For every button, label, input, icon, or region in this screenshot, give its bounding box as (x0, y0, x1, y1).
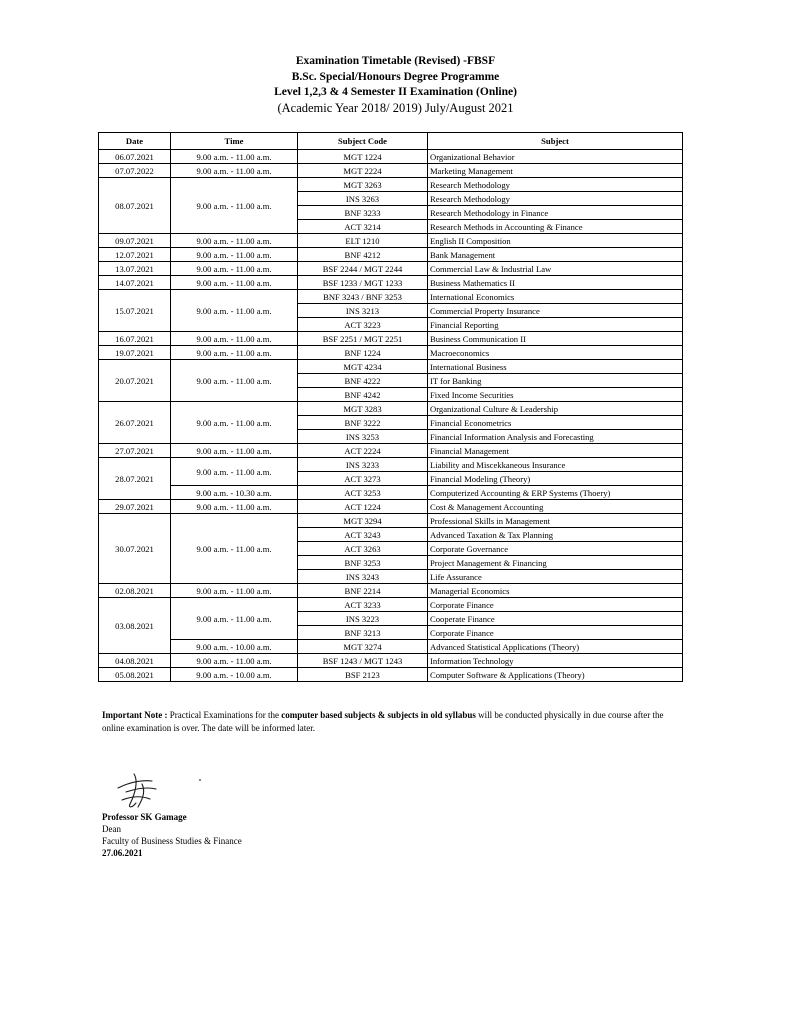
note-emphasis: computer based subjects & subjects in old syllabus (281, 710, 476, 720)
cell-subject: Advanced Statistical Applications (Theory) (428, 640, 683, 654)
cell-subject: Cooperate Finance (428, 612, 683, 626)
cell-subject: Organizational Behavior (428, 150, 683, 164)
cell-time: 9.00 a.m. - 11.00 a.m. (171, 360, 298, 402)
cell-time: 9.00 a.m. - 11.00 a.m. (171, 458, 298, 486)
cell-subject-code: BSF 1243 / MGT 1243 (298, 654, 428, 668)
table-row (99, 640, 683, 654)
cell-subject-code: MGT 1224 (298, 150, 428, 164)
cell-subject-code: INS 3233 (298, 458, 428, 472)
cell-subject: Life Assurance (428, 570, 683, 584)
column-header-date: Date (99, 133, 171, 150)
cell-subject-code: ACT 1224 (298, 500, 428, 514)
cell-time: 9.00 a.m. - 11.00 a.m. (171, 346, 298, 360)
table-row (99, 164, 683, 178)
cell-time: 9.00 a.m. - 11.00 a.m. (171, 234, 298, 248)
cell-subject-code: BNF 3233 (298, 206, 428, 220)
cell-subject-code: MGT 4234 (298, 360, 428, 374)
cell-time: 9.00 a.m. - 10.00 a.m. (171, 668, 298, 682)
table-row (99, 290, 683, 304)
cell-subject: Advanced Taxation & Tax Planning (428, 528, 683, 542)
table-row (99, 276, 683, 290)
dean-signature (112, 770, 212, 812)
cell-subject-code: ACT 3253 (298, 486, 428, 500)
cell-subject-code: BNF 3213 (298, 626, 428, 640)
cell-subject: Information Technology (428, 654, 683, 668)
cell-subject: Financial Reporting (428, 318, 683, 332)
cell-time: 9.00 a.m. - 11.00 a.m. (171, 598, 298, 640)
cell-subject-code: INS 3253 (298, 430, 428, 444)
cell-date: 27.07.2021 (99, 444, 171, 458)
header-exam: Level 1,2,3 & 4 Semester II Examination (Online) (274, 86, 517, 98)
cell-subject-code: ACT 3223 (298, 318, 428, 332)
table-row (99, 444, 683, 458)
cell-subject: Research Methodology (428, 178, 683, 192)
cell-time: 9.00 a.m. - 11.00 a.m. (171, 444, 298, 458)
cell-time: 9.00 a.m. - 10.30 a.m. (171, 486, 298, 500)
cell-subject-code: BNF 4222 (298, 374, 428, 388)
cell-date: 29.07.2021 (99, 500, 171, 514)
cell-subject-code: ACT 3233 (298, 598, 428, 612)
cell-subject-code: MGT 3283 (298, 402, 428, 416)
cell-time: 9.00 a.m. - 11.00 a.m. (171, 178, 298, 234)
cell-subject: Computerized Accounting & ERP Systems (Thoery) (428, 486, 683, 500)
document-header (0, 54, 791, 116)
column-header-subject: Subject (428, 133, 683, 150)
table-row (99, 654, 683, 668)
cell-time: 9.00 a.m. - 11.00 a.m. (171, 290, 298, 332)
cell-subject-code: BNF 1224 (298, 346, 428, 360)
signoff-block (102, 811, 242, 859)
cell-subject-code: BNF 4212 (298, 248, 428, 262)
cell-subject: Macroeconomics (428, 346, 683, 360)
cell-subject-code: INS 3223 (298, 612, 428, 626)
table-header-row (99, 133, 683, 150)
cell-subject: International Business (428, 360, 683, 374)
cell-date: 02.08.2021 (99, 584, 171, 598)
cell-time: 9.00 a.m. - 11.00 a.m. (171, 276, 298, 290)
table-row (99, 500, 683, 514)
cell-date: 16.07.2021 (99, 332, 171, 346)
cell-subject: Research Methodology in Finance (428, 206, 683, 220)
table-row (99, 486, 683, 500)
timetable-table (98, 132, 683, 682)
cell-date: 13.07.2021 (99, 262, 171, 276)
cell-subject-code: MGT 3263 (298, 178, 428, 192)
table-row (99, 178, 683, 192)
cell-time: 9.00 a.m. - 11.00 a.m. (171, 654, 298, 668)
cell-subject: Commercial Law & Industrial Law (428, 262, 683, 276)
cell-subject-code: MGT 2224 (298, 164, 428, 178)
cell-subject: English II Composition (428, 234, 683, 248)
table-row (99, 332, 683, 346)
cell-subject: Research Methodology (428, 192, 683, 206)
cell-time: 9.00 a.m. - 11.00 a.m. (171, 262, 298, 276)
cell-subject-code: INS 3213 (298, 304, 428, 318)
cell-subject-code: ACT 2224 (298, 444, 428, 458)
cell-time: 9.00 a.m. - 11.00 a.m. (171, 514, 298, 584)
cell-subject: Project Management & Financing (428, 556, 683, 570)
cell-subject: Financial Management (428, 444, 683, 458)
cell-subject-code: BNF 3222 (298, 416, 428, 430)
cell-subject-code: INS 3243 (298, 570, 428, 584)
cell-time: 9.00 a.m. - 11.00 a.m. (171, 402, 298, 444)
cell-subject-code: BSF 2244 / MGT 2244 (298, 262, 428, 276)
column-header-subject-code: Subject Code (298, 133, 428, 150)
cell-subject: Financial Econometrics (428, 416, 683, 430)
note-text-start: Practical Examinations for the (167, 710, 282, 720)
cell-subject: Managerial Economics (428, 584, 683, 598)
cell-subject-code: ACT 3273 (298, 472, 428, 486)
timetable-body (99, 150, 683, 682)
cell-subject-code: ACT 3263 (298, 542, 428, 556)
cell-subject-code: BSF 2251 / MGT 2251 (298, 332, 428, 346)
table-row (99, 668, 683, 682)
cell-subject: Business Communication II (428, 332, 683, 346)
cell-subject-code: BNF 3243 / BNF 3253 (298, 290, 428, 304)
cell-subject-code: ACT 3214 (298, 220, 428, 234)
cell-subject: Corporate Finance (428, 598, 683, 612)
table-row (99, 458, 683, 472)
cell-date: 09.07.2021 (99, 234, 171, 248)
cell-date: 30.07.2021 (99, 514, 171, 584)
signatory-title: Dean (102, 824, 121, 834)
table-row (99, 262, 683, 276)
cell-subject-code: ACT 3243 (298, 528, 428, 542)
cell-subject: Financial Information Analysis and Forecasting (428, 430, 683, 444)
cell-time: 9.00 a.m. - 11.00 a.m. (171, 332, 298, 346)
table-row (99, 150, 683, 164)
cell-date: 26.07.2021 (99, 402, 171, 444)
cell-subject-code: ELT 1210 (298, 234, 428, 248)
cell-subject: Commercial Property Insurance (428, 304, 683, 318)
cell-subject: IT for Banking (428, 374, 683, 388)
table-row (99, 514, 683, 528)
cell-time: 9.00 a.m. - 11.00 a.m. (171, 164, 298, 178)
cell-date: 03.08.2021 (99, 598, 171, 654)
cell-date: 05.08.2021 (99, 668, 171, 682)
cell-date: 07.07.2022 (99, 164, 171, 178)
cell-date: 12.07.2021 (99, 248, 171, 262)
cell-subject: International Economics (428, 290, 683, 304)
table-row (99, 234, 683, 248)
cell-date: 08.07.2021 (99, 178, 171, 234)
cell-time: 9.00 a.m. - 11.00 a.m. (171, 500, 298, 514)
cell-date: 20.07.2021 (99, 360, 171, 402)
cell-subject: Corporate Governance (428, 542, 683, 556)
note-text-end: will be conducted physically in due course after the online examination is over. The date will be informed later. (102, 710, 664, 733)
cell-subject: Computer Software & Applications (Theory) (428, 668, 683, 682)
header-programme: B.Sc. Special/Honours Degree Programme (291, 70, 500, 83)
cell-subject: Fixed Income Securities (428, 388, 683, 402)
cell-subject: Research Methods in Accounting & Finance (428, 220, 683, 234)
cell-subject-code: BSF 2123 (298, 668, 428, 682)
signatory-faculty: Faculty of Business Studies & Finance (102, 836, 242, 846)
signatory-name: Professor SK Gamage (102, 812, 187, 822)
cell-subject: Corporate Finance (428, 626, 683, 640)
table-row (99, 598, 683, 612)
cell-time: 9.00 a.m. - 11.00 a.m. (171, 584, 298, 598)
cell-subject-code: BNF 4242 (298, 388, 428, 402)
cell-time: 9.00 a.m. - 10.00 a.m. (171, 640, 298, 654)
table-row (99, 346, 683, 360)
table-row (99, 584, 683, 598)
cell-subject-code: INS 3263 (298, 192, 428, 206)
cell-subject-code: BNF 2214 (298, 584, 428, 598)
cell-subject: Organizational Culture & Leadership (428, 402, 683, 416)
cell-subject-code: MGT 3274 (298, 640, 428, 654)
cell-time: 9.00 a.m. - 11.00 a.m. (171, 248, 298, 262)
cell-date: 04.08.2021 (99, 654, 171, 668)
column-header-time: Time (171, 133, 298, 150)
header-academic-year: (Academic Year 2018/ 2019) July/August 2021 (277, 100, 514, 115)
header-title: Examination Timetable (Revised) -FBSF (295, 55, 496, 67)
cell-subject-code: BSF 1233 / MGT 1233 (298, 276, 428, 290)
cell-date: 19.07.2021 (99, 346, 171, 360)
cell-subject: Bank Management (428, 248, 683, 262)
cell-date: 28.07.2021 (99, 458, 171, 500)
cell-date: 14.07.2021 (99, 276, 171, 290)
cell-subject: Financial Modeling (Theory) (428, 472, 683, 486)
cell-subject: Cost & Management Accounting (428, 500, 683, 514)
cell-subject: Professional Skills in Management (428, 514, 683, 528)
cell-date: 15.07.2021 (99, 290, 171, 332)
cell-subject-code: BNF 3253 (298, 556, 428, 570)
note-label: Important Note : (102, 710, 168, 720)
cell-date: 06.07.2021 (99, 150, 171, 164)
important-note (102, 709, 682, 735)
table-row (99, 402, 683, 416)
cell-subject-code: MGT 3294 (298, 514, 428, 528)
table-row (99, 360, 683, 374)
cell-subject: Business Mathematics II (428, 276, 683, 290)
cell-subject: Marketing Management (428, 164, 683, 178)
signoff-date: 27.06.2021 (102, 848, 143, 858)
cell-time: 9.00 a.m. - 11.00 a.m. (171, 150, 298, 164)
table-row (99, 248, 683, 262)
cell-subject: Liability and Miscekkaneous Insurance (428, 458, 683, 472)
